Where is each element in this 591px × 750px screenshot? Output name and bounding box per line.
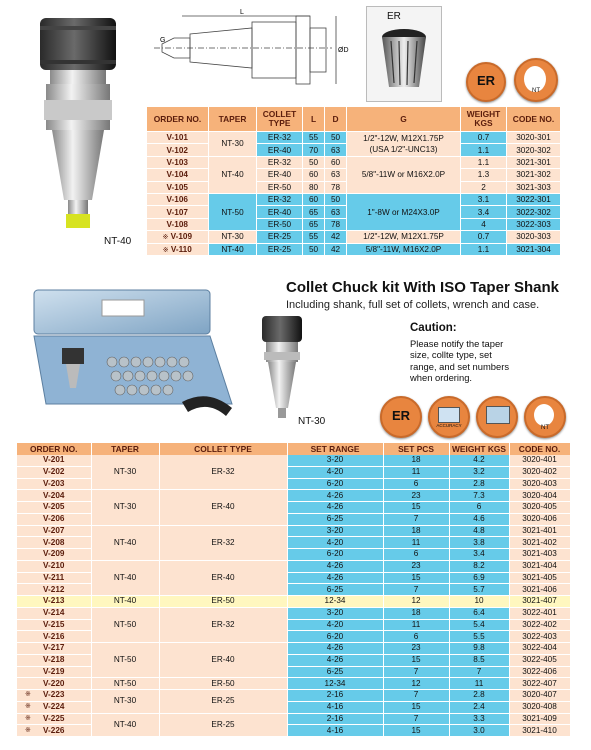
er-badge-kit: ER [380,396,422,438]
er-chip-label: ER [387,11,401,22]
header-taper: TAPER [209,107,257,132]
table-row: V-210 NT-40 ER-40 4-26 23 8.2 3021-404 [17,560,570,572]
header-d: D [325,107,347,132]
nt-badge: NT [514,58,558,102]
table-row: V-212 6-25 7 5.7 3021-406 [17,584,570,596]
table-row: ※ V-224 4-16 15 2.4 3020-408 [17,701,570,713]
table-row: V-105 ER-50 80 78 2 3021-303 [147,181,561,193]
table-row: ※ V-109 NT-30 ER-25 55 42 1/2"-12W, M12X1.75P 0.7 3020-303 [147,231,561,243]
table-header-row [147,107,561,132]
table-row: V-103 NT-40 ER-32 50 60 5/8"-11W or M16X2.0P 1.1 3021-301 [147,156,561,168]
nt-badge-kit: NT [524,396,566,438]
table-row: V-219 6-25 7 7 3022-406 [17,666,570,678]
header-collet-type: COLLET TYPE [159,443,287,455]
dim-d: ØD [338,47,349,54]
dim-g: G [160,37,166,44]
table-row: V-203 6-20 6 2.8 3020-403 [17,478,570,490]
caution-title: Caution: [410,322,457,334]
table-row: ※ V-110 NT-40 ER-25 50 42 5/8"-11W, M16X2.0P 1.1 3021-304 [147,243,561,255]
table-row: V-209 6-20 6 3.4 3021-403 [17,549,570,561]
kit-spec-table [17,443,571,737]
table-row: ※ V-225 NT-40 ER-25 2-16 7 3.3 3021-409 [17,713,570,725]
table-row: V-213 NT-40 ER-50 12-34 12 10 3021-407 [17,596,570,608]
collet-set-badge [476,396,518,438]
table-row: V-205 4-26 15 6 3020-405 [17,502,570,514]
table-row: V-104 ER-40 60 63 1.3 3021-302 [147,169,561,181]
table-row: ※ V-226 4-16 15 3.0 3021-410 [17,725,570,737]
header-collet-type: COLLET TYPE [257,107,303,132]
table-row: V-101 NT-30 ER-32 55 50 1/2"-12W, M12X1.75P (USA 1/2"-UNC13) 0.7 3020-301 [147,132,561,144]
table-row: V-208 4-20 11 3.8 3021-402 [17,537,570,549]
caution-text: Please notify the taper size, collte type, set range, and set numbers when ordering. [410,338,510,383]
er-badge: ER [466,62,506,102]
table-row: V-201 NT-30 ER-32 3-20 18 4.2 3020-401 [17,455,570,466]
dimension-drawing [152,8,352,100]
header-order-no: ORDER NO. [147,107,209,132]
header-taper: TAPER [91,443,159,455]
table-row: V-204 NT-30 ER-40 4-26 23 7.3 3020-404 [17,490,570,502]
nt30-label: NT-30 [298,416,326,427]
table-row: V-217 NT-50 ER-40 4-26 23 9.8 3022-404 [17,643,570,655]
table-row: V-107 ER-40 65 63 3.4 3022-302 [147,206,561,218]
table-row: V-216 6-20 6 5.5 3022-403 [17,631,570,643]
table-row: V-218 4-26 15 8.5 3022-405 [17,654,570,666]
table-row: V-215 4-20 11 5.4 3022-402 [17,619,570,631]
table-row: V-202 4-20 11 3.2 3020-402 [17,466,570,478]
holder-spec-table [146,106,561,256]
header-order-no: ORDER NO. [17,443,91,455]
header-l: L [303,107,325,132]
dim-l: L [240,9,244,16]
table-row: V-211 4-26 15 6.9 3021-405 [17,572,570,584]
header-weight: WEIGHT KGS [449,443,509,455]
nt30-holder-photo [252,312,312,424]
header-code-no: CODE NO. [507,107,561,132]
table-row: V-214 NT-50 ER-32 3-20 18 6.4 3022-401 [17,607,570,619]
table-row: ※ V-223 NT-30 ER-25 2-16 7 2.8 3020-407 [17,690,570,702]
table-row: V-106 NT-50 ER-32 60 50 1"-8W or M24X3.0P 3.1 3022-301 [147,193,561,205]
header-set-range: SET RANGE [287,443,383,455]
header-weight: WEIGHT KGS [461,107,507,132]
table-row: V-220 NT-50 ER-50 12-34 12 11 3022-407 [17,678,570,690]
er-collet-photo [366,6,442,102]
kit-title: Collet Chuck kit With ISO Taper Shank [286,279,559,296]
table-row: V-206 6-25 7 4.6 3020-406 [17,513,570,525]
nt40-label: NT-40 [104,236,132,247]
accuracy-badge: ACCURACY [428,396,470,438]
collet-kit-case-photo [32,284,242,424]
kit-subtitle: Including shank, full set of collets, wrench and case. [286,299,540,311]
header-code-no: CODE NO. [509,443,570,455]
table-row: V-102 ER-40 70 63 1.1 3020-302 [147,144,561,156]
table-row: V-108 ER-50 65 78 4 3022-303 [147,218,561,230]
nt40-holder-photo [20,4,130,244]
table-row: V-207 NT-40 ER-32 3-20 18 4.8 3021-401 [17,525,570,537]
header-set-pcs: SET PCS [383,443,449,455]
header-g: G [347,107,461,132]
table-header-row [17,443,570,455]
